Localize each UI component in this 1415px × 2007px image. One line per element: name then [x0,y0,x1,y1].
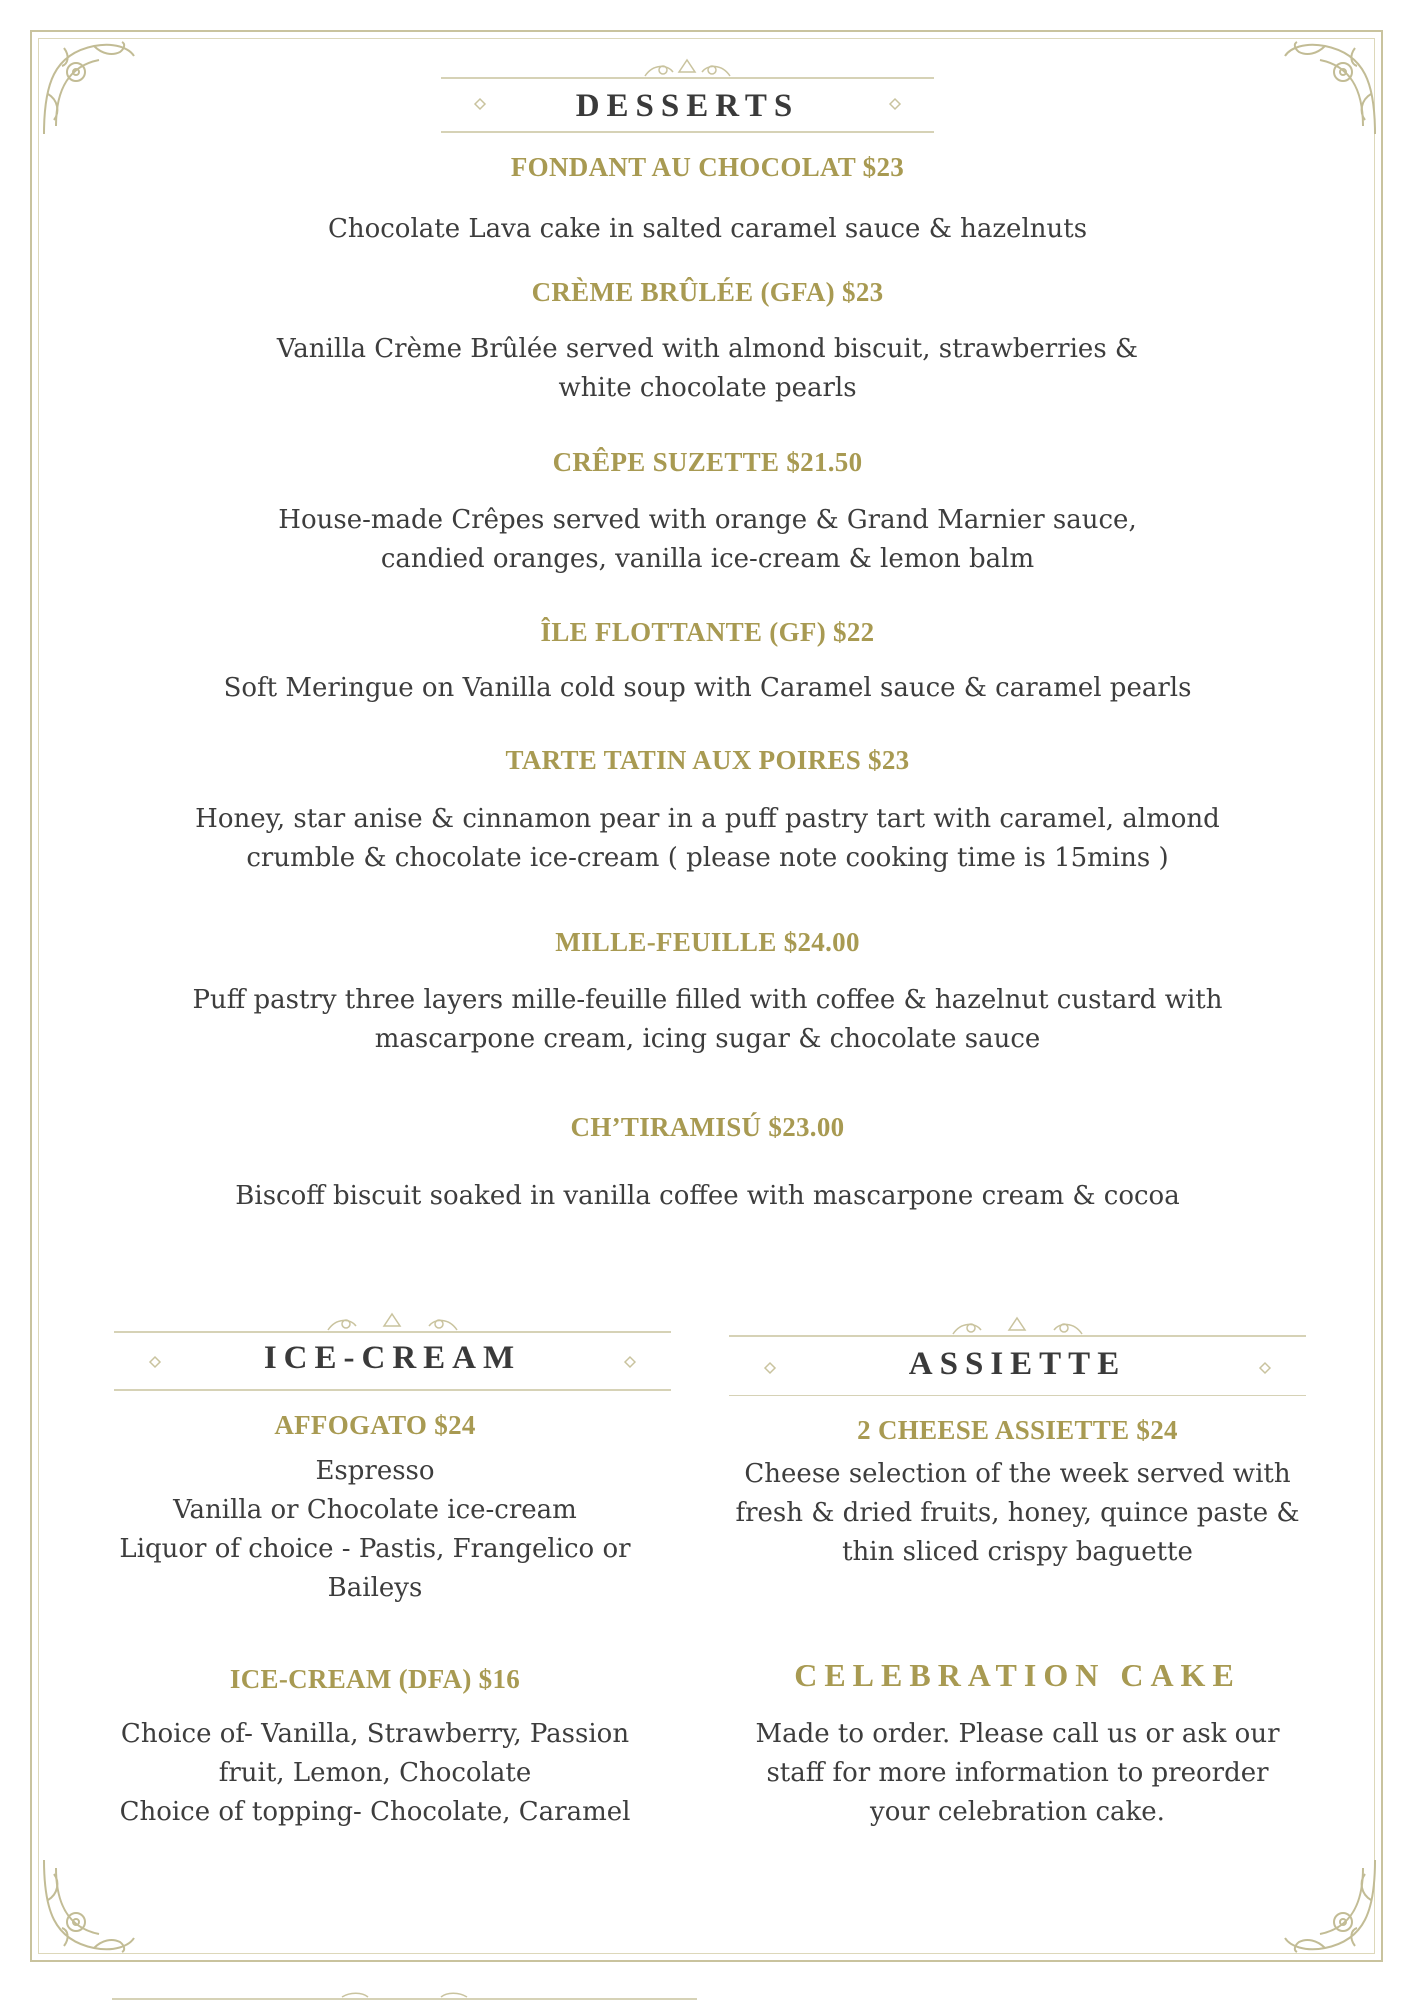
ice-cream-description: Espresso Vanilla or Chocolate ice-cream Liquor of choice - Pastis, Frangelico or Baileys [119,1456,631,1603]
corner-ornament-icon [34,34,144,144]
dessert-description: Honey, star anise & cinnamon pear in a puff pastry tart with caramel, almond crumble & chocolate ice-cream ( please note cooking time is 15mins ) [195,804,1220,873]
dessert-description: Vanilla Crème Brûlée served with almond biscuit, strawberries & white chocolate pearls [276,334,1139,403]
dessert-title: FONDANT AU CHOCOLAT $23 [510,152,905,182]
dessert-title: MILLE-FEUILLE $24.00 [555,927,860,957]
dessert-description: House-made Crêpes served with orange & Grand Marnier sauce, candied oranges, vanilla ice-cream & lemon balm [278,505,1137,574]
assiette-title: 2 CHEESE ASSIETTE $24 [857,1415,1178,1445]
celebration-cake-description: Made to order. Please call us or ask our staff for more information to preorder your celebration cake. [755,1719,1280,1827]
dessert-description: Soft Meringue on Vanilla cold soup with Caramel sauce & caramel pearls [223,673,1192,703]
dessert-title: ÎLE FLOTTANTE (GF) $22 [540,617,875,647]
desserts-heading: DESSERTS [575,88,800,124]
assiette-heading-block [725,1300,1310,1396]
dessert-description: Chocolate Lava cake in salted caramel sauce & hazelnuts [327,214,1088,244]
next-page-edge [112,1988,697,2000]
ice-cream-description: Choice of- Vanilla, Strawberry, Passion fruit, Lemon, Chocolate Choice of topping- Chocolate, Caramel [119,1719,631,1827]
dessert-title: CRÊPE SUZETTE $21.50 [552,447,863,477]
corner-ornament-icon [34,1850,144,1960]
dessert-description: Puff pastry three layers mille-feuille filled with coffee & hazelnut custard with mascarpone cream, icing sugar & chocolate sauce [192,985,1223,1054]
ice-cream-title: ICE-CREAM (DFA) $16 [229,1664,521,1694]
ice-cream-heading: ICE-CREAM [263,1340,522,1376]
assiette-description: Cheese selection of the week served with fresh & dried fruits, honey, quince paste & thin sliced crispy baguette [735,1459,1300,1567]
celebration-cake-title: CELEBRATION CAKE [794,1657,1241,1693]
ice-cream-title: AFFOGATO $24 [274,1410,476,1440]
ice-cream-heading-block [110,1296,675,1392]
corner-ornament-icon [1275,34,1385,144]
dessert-description: Biscoff biscuit soaked in vanilla coffee with mascarpone cream & cocoa [235,1181,1180,1211]
desserts-heading-block [435,48,940,138]
dessert-title: CRÈME BRÛLÉE (GFA) $23 [531,277,884,307]
assiette-heading: ASSIETTE [908,1346,1127,1382]
dessert-title: CH’TIRAMISÚ $23.00 [570,1112,845,1142]
corner-ornament-icon [1275,1850,1385,1960]
dessert-title: TARTE TATIN AUX POIRES $23 [505,745,910,775]
